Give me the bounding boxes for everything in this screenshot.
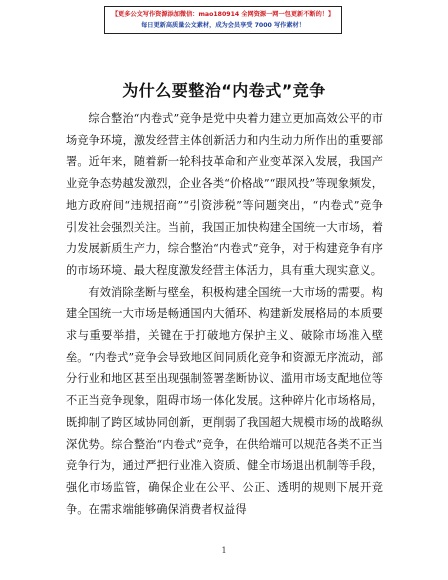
banner-line-2: 每日更新高质量公文素材，成为会员享受 7000 写作素材！ bbox=[141, 22, 305, 29]
page-number: 1 bbox=[221, 546, 227, 555]
paragraph: 综合整治“内卷式”竞争是党中央着力建立更加高效公平的市场竞争环境，激发经营主体创新活力和内生动力所作出的重要部署。近年来，随着新一轮科技革命和产业变革深入发展，我国产业竞争态势越发激烈，企业各类“价格战”“跟风投”等现象频发，地方政府间“违规招商”“引资涉税”等问题突出，“内卷式”竞争引发社会强烈关注。当前，我国正加快构建全国统一大市场，着力发展新质生产力，综合整治“内卷式”竞争，对于构建竞争有序的市场环境、最大程度激发经营主体活力，具有重大现实意义。 bbox=[66, 112, 383, 277]
paragraph: 有效消除垄断与壁垒，积极构建全国统一大市场的需要。构建全国统一大市场是畅通国内大循环、构建新发展格局的本质要求与重要举措，关键在于打破地方保护主义、破除市场准入壁垒。“内卷式”竞争会导致地区间同质化竞争和资源无序流动，部分行业和地区甚至出现强制签署垄断协议、滥用市场支配地位等不正当竞争现象，阻碍市场一体化发展。这种碎片化市场格局，既抑制了跨区域协同创新，更削弱了我国超大规模市场的战略纵深优势。综合整治“内卷式”竞争，在供给端可以规范各类不正当竞争行为，通过严把行业准入资质、健全市场退出机制等手段，强化市场监管，确保企业在公平、公正、透明的规则下展开竞争。在需求端能够确保消费者权益得 bbox=[66, 285, 383, 516]
document-body bbox=[66, 108, 383, 520]
banner-line-1: 【更多公文写作资源添加微信：mao180914 全网资源一网一包更新不断的！】 bbox=[111, 11, 335, 18]
document-title: 为什么要整治“内卷式”竞争 bbox=[122, 81, 326, 100]
promo-banner bbox=[104, 6, 342, 34]
